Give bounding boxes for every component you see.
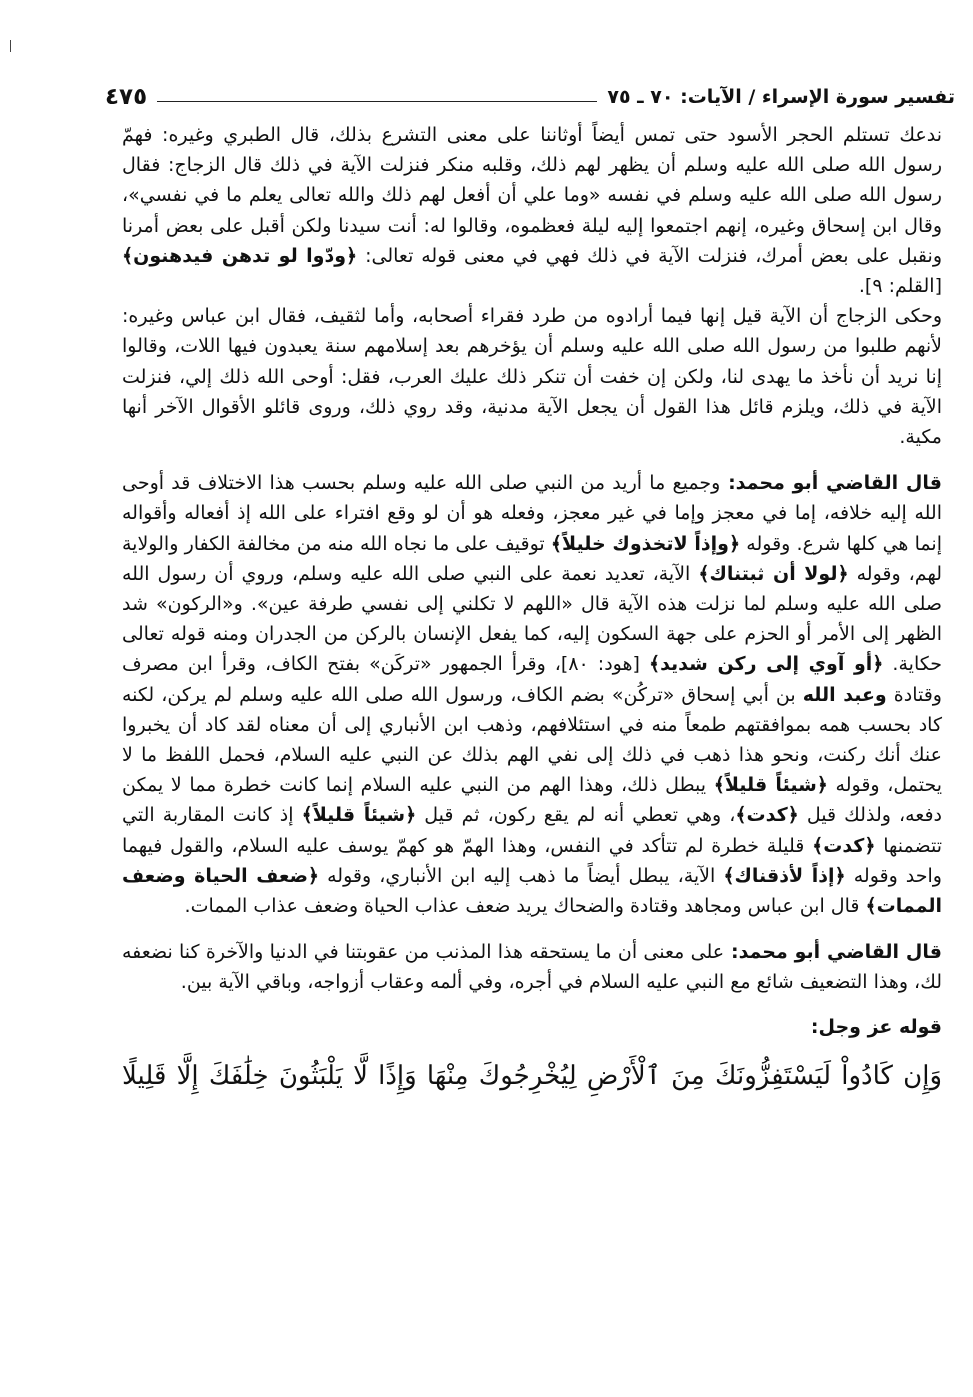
running-header	[105, 82, 955, 112]
bold-segment: قال القاضي أبو محمد:	[724, 941, 942, 964]
paragraph-list	[122, 120, 942, 998]
bold-segment: ﴿كدت﴾	[735, 804, 799, 827]
paragraph	[122, 120, 942, 301]
bold-segment: ﴿ضعف الحياة وضعف الممات﴾	[122, 864, 942, 918]
bold-segment: ﴿لولا أن ثبتناك﴾	[698, 562, 849, 585]
header-rule	[157, 101, 597, 102]
bold-segment: ﴿أو آوي إلى ركن شديد﴾	[648, 653, 884, 676]
text-segment: يبطل ذلك، وهذا الهم من النبي عليه السلام إنما كانت خطرة مما لا يمكن دفعه، ولذلك قيل	[122, 774, 943, 827]
page-number: ٤٧٥	[105, 84, 148, 110]
text-segment: ، وهي تعطي أنه لم يقع ركون، ثم قيل	[416, 804, 736, 827]
text-segment: الآية، يبطل أيضاً ما ذهب إليه ابن الأنباري، وقوله	[319, 864, 724, 887]
text-segment: إذ كانت المقاربة التي تتضمنها	[122, 804, 942, 857]
text-segment: على معنى أن ما يستحقه هذا المذنب من عقوبتنا في الدنيا والآخرة كنا نضعفه لك، وهذا التضعيف شائع مع النبي عليه السلام في أجره، وفي ألمه وعقاب أزواجه، وباقي الآية بين.	[122, 941, 942, 994]
verse-lead-in: قوله عز وجل:	[810, 1015, 942, 1038]
text-segment: توقيف على ما نجاه الله منه من مخالفة الكفار والولاية لهم، وقوله	[122, 532, 942, 585]
quran-verse: وَإِن كَادُواْ لَيَسْتَفِزُّونَكَ مِنَ ٱلْأَرْضِ لِيُخْرِجُوكَ مِنْهَا وَإِذًا لَّا يَلْبَثُونَ خِلَٰفَكَ إِلَّا قَلِيلًا	[122, 1060, 942, 1091]
text-segment: [القلم: ٩].	[858, 275, 942, 298]
margin-rule	[10, 40, 11, 52]
bold-segment: ﴿كدت﴾	[812, 834, 876, 857]
header-title: تفسير سورة الإسراء / الآيات: ٧٠ ـ ٧٥	[607, 86, 955, 108]
bold-segment: ﴿شيئاً قليلاً﴾	[713, 774, 828, 797]
bold-segment: ﴿ودّوا لو تدهن فيدهنون﴾	[122, 244, 358, 267]
paragraph	[122, 301, 942, 452]
paragraph	[122, 468, 942, 921]
bold-segment: ﴿وإذاً لاتخذوك خليلاً﴾	[550, 532, 741, 555]
text-segment: قال ابن عباس ومجاهد وقتادة والضحاك يريد ضعف عذاب الحياة وضعف عذاب الممات.	[184, 895, 866, 918]
bold-segment: ﴿إذاً لأذقناك﴾	[723, 864, 846, 887]
bold-segment: ﴿شيئاً قليلاً﴾	[301, 804, 417, 827]
text-segment: وحكى الزجاج أن الآية قيل إنها فيما أرادوه من طرد فقراء أصحابه، وأما لثقيف، فقال ابن عباس وغيره: لأنهم طلبوا من رسول الله صلى الله عليه وسلم أن يؤخرهم بعد إسلامهم سنة يعبدون فيها اللات، وقالوا إنا نريد أن نأخذ ما يهدى لنا، ولكن إن خفت أن تنكر ذلك عليك العرب، فقل: أوحى الله ذلك إلي، فنزلت الآية في ذلك، ويلزم قائل هذا القول أن يجعل الآية مدنية، وقد روي ذلك، وروى قائلو الأقوال الآخر أنها مكية.	[122, 305, 942, 449]
bold-segment: وعبد الله	[802, 683, 887, 706]
text-segment: الآية، تعديد نعمة على النبي صلى الله عليه وسلم، وروي أن رسول الله صلى الله عليه وسلم لما نزلت هذه الآية قال «اللهم لا تكلني إلى نفسي طرفة عين». و«الركون» شد الظهر إلى الأمر أو الحزم على جهة السكون إليه، كما يفعل الإنسان بالركن من الجدران ومنه قوله تعالى حكاية.	[122, 562, 942, 676]
bold-segment: قال القاضي أبو محمد:	[720, 472, 942, 495]
text-segment: ندعك تستلم الحجر الأسود حتى تمس أيضاً أوثاننا على معنى التشرع بذلك، قال الطبري وغيره: فهمّ رسول الله صلى الله عليه وسلم أن يظهر لهم ذلك، وقلبه منكر فنزلت الآية في ذلك قال الزجاج: فقال رسول الله صلى الله عليه وسلم في نفسه «وما علي أن أفعل لهم ذلك والله تعالى يعلم ما في نفسي»، وقال ابن إسحاق وغيره، إنهم اجتمعوا إليه ليلة فعظموه، وقالوا له: أنت سيدنا ولكن أقبل على بعض أمرنا ونقبل على بعض أمرك، فنزلت الآية في ذلك فهي في معنى قوله تعالى:	[122, 124, 943, 267]
main-text	[122, 120, 942, 1098]
text-segment: [هود: ٨٠]، وقرأ الجمهور «تركَن» بفتح الكاف، وقرأ ابن مصرف وقتادة	[122, 653, 942, 706]
text-segment: قليلة خطرة لم تتأكد في النفس، وهذا الهمّ هو كهمّ يوسف عليه السلام، والقول فيهما واحد وقوله	[122, 834, 942, 887]
text-segment: بن أبي إسحاق «تركُن» بضم الكاف، ورسول الله صلى الله عليه وسلم لم يركن، لكنه كاد بحسب همه بموافقتهم طمعاً منه في استئلافهم، وذهب ابن الأنباري إلى أن معناه لقد كاد أن يخبروا عنك أنك ركنت، ونحو هذا ذهب في ذلك إلى نفي الهم بذلك عن النبي عليه السلام، فحمل اللفظ ما لا يحتمل، وقوله	[122, 683, 943, 797]
paragraph	[122, 937, 942, 997]
text-segment: وجميع ما أريد من النبي صلى الله عليه وسلم بحسب هذا الاختلاف قد أوحى الله إليه خلافه، إما في معجز وإما في غير معجز، وفعله هو أن لو وقع افتراء على الله إذ أفعاله وأقواله إنما هي كلها شرع. وقوله	[122, 472, 942, 555]
